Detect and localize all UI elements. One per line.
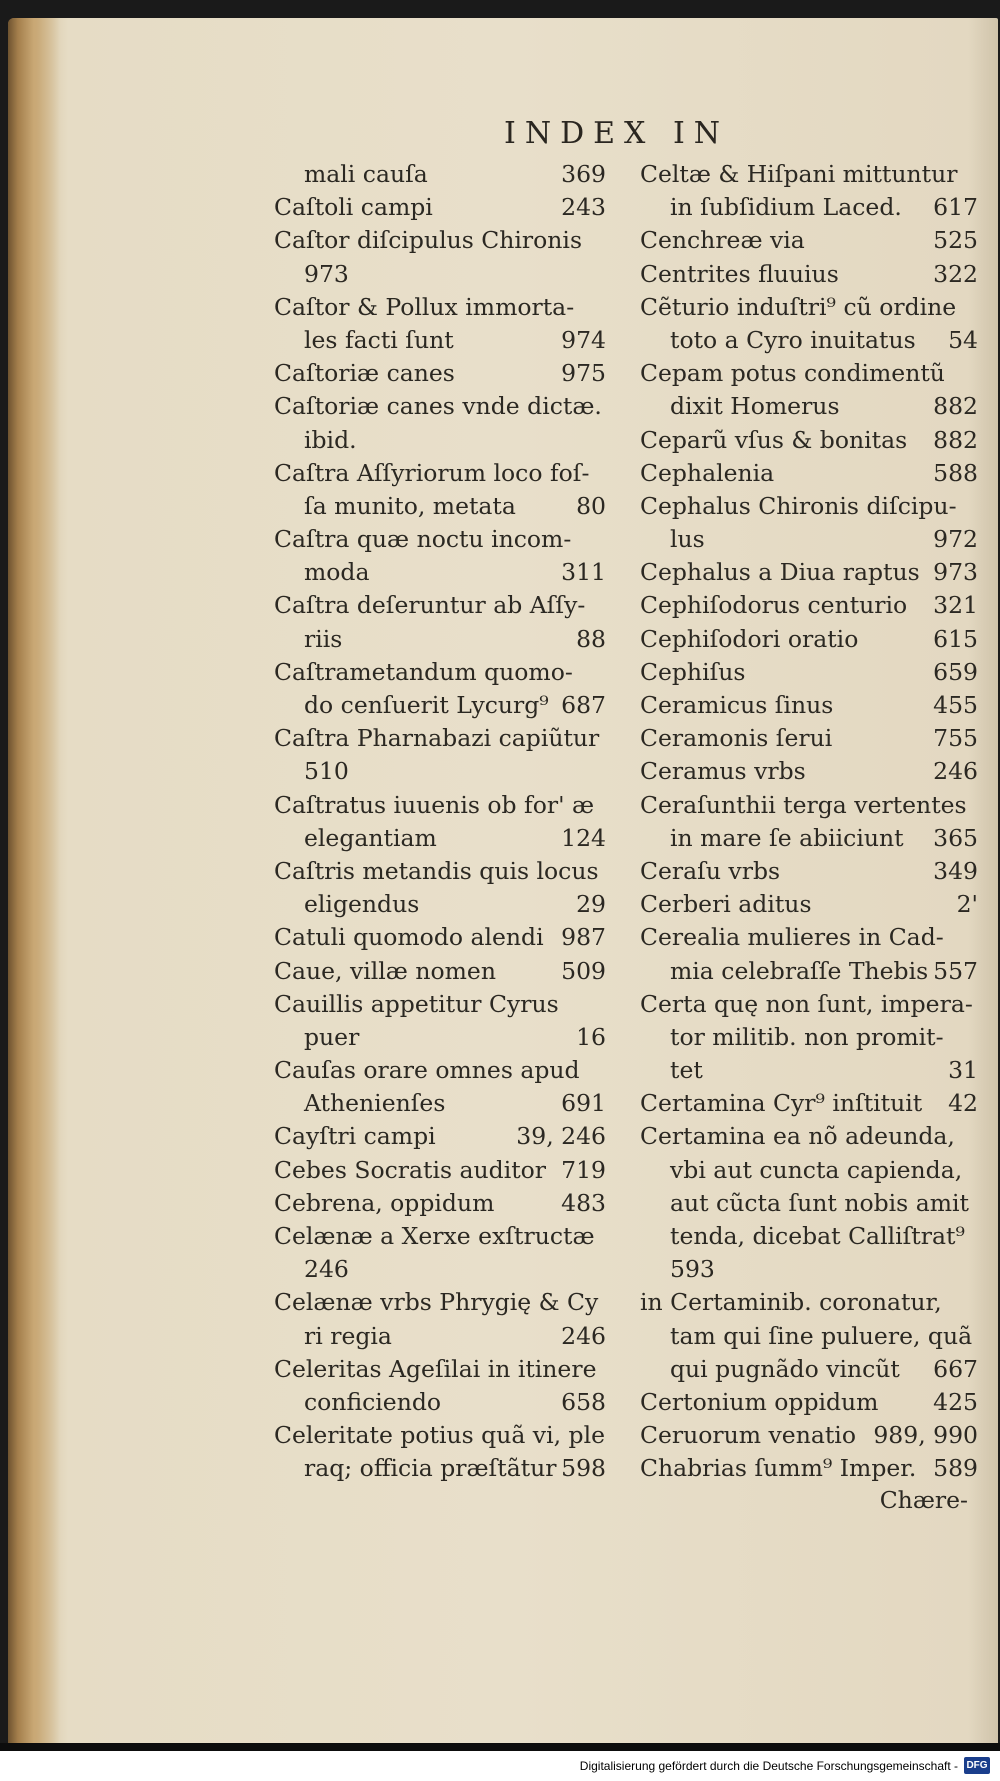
index-entry [640,490,978,523]
entry-text: Cephiſus [640,657,746,686]
entry-text: Cepam potus condimentũ [640,359,945,388]
index-entry [274,755,606,788]
index-entry [640,457,978,490]
entry-text: elegantiam [304,823,437,852]
entry-page-number: 972 [933,525,978,554]
index-entry [640,424,978,457]
entry-text: Cebrena, oppidum [274,1188,495,1217]
index-column-right [640,158,978,1486]
index-entry [640,656,978,689]
index-entry [274,1286,606,1319]
entry-text: Cephalus a Diua raptus [640,558,920,587]
entry-text: Caſtra deſeruntur ab Aſſy- [274,591,586,620]
index-entry [274,158,606,191]
entry-text: Celeritate potius quã vi, ple [274,1421,606,1450]
index-entry [274,357,606,390]
entry-text: Cephiſodori oratio [640,624,859,653]
entry-text: Celtæ & Hiſpani mittuntur [640,160,958,188]
entry-text: Cenchreæ via [640,226,805,255]
entry-text: in ſubſidium Laced. [670,193,902,222]
entry-text: Cayſtri campi [274,1122,436,1151]
entry-text: Caſtra Aſſyriorum loco foſ- [274,458,590,487]
index-entry [274,556,606,589]
entry-text: Cephiſodorus centurio [640,591,908,620]
entry-text: Ceruorum venatio [640,1421,856,1450]
entry-text: Cerealia mulieres in Cad- [640,923,944,952]
entry-text: Certamina Cyr⁹ inſtituit [640,1089,923,1118]
entry-text: les facti ſunt [304,325,454,354]
index-entry [640,1054,978,1087]
index-entry [274,1253,606,1286]
index-entry [640,523,978,556]
index-entry [640,689,978,722]
entry-text: Caſtor diſcipulus Chironis [274,226,583,255]
index-entry [274,1120,606,1153]
entry-page-number: 659 [933,657,978,686]
entry-page-number: 311 [561,558,606,587]
dfg-logo-icon: DFG [964,1757,990,1774]
index-entry [274,623,606,656]
entry-page-number: 39, 246 [516,1122,606,1151]
entry-text: Caſtoriæ canes [274,359,455,388]
entry-text: Caſtoli campi [274,193,433,222]
index-entry [274,424,606,457]
index-entry [640,855,978,888]
entry-page-number: 525 [933,226,978,255]
entry-page-number: 755 [933,724,978,753]
entry-page-number: 16 [576,1022,606,1051]
entry-text: eligendus [304,890,420,919]
entry-text: 510 [304,757,349,786]
index-entry [640,1220,978,1253]
index-entry [274,390,606,423]
index-entry [640,258,978,291]
entry-text: tenda, dicebat Calliſtrat⁹ [670,1222,965,1250]
entry-page-number: 598 [561,1454,606,1483]
entry-text: conficiendo [304,1387,442,1416]
index-entry [640,556,978,589]
catchword: Chære- [879,1486,968,1514]
index-entry [274,888,606,921]
entry-page-number: 973 [933,558,978,587]
entry-text: Centrites fluuius [640,259,839,288]
entry-page-number: 54 [948,325,978,354]
entry-page-number: 987 [561,923,606,952]
index-entry [640,1187,978,1220]
index-entry [274,722,606,755]
entry-page-number: 88 [576,624,606,653]
entry-page-number: 2' [956,890,978,919]
index-entry [274,258,606,291]
index-entry [274,1452,606,1485]
index-entry [640,1386,978,1419]
index-entry [640,191,978,224]
entry-text: 246 [304,1255,349,1284]
index-entry [274,291,606,324]
entry-text: in Certaminib. coronatur, [640,1288,942,1317]
entry-text: Caſtratus iuuenis ob for' æ [274,790,595,819]
entry-text: Ceparũ vſus & bonitas [640,425,908,454]
index-entry [640,224,978,257]
entry-text: Ceramicus ſinus [640,691,834,719]
entry-page-number: 691 [561,1089,606,1118]
index-entry [640,1021,978,1054]
entry-page-number: 349 [933,856,978,885]
index-entry [274,822,606,855]
index-entry [274,855,606,888]
index-entry [640,589,978,622]
index-entry [640,1353,978,1386]
index-entry [274,1220,606,1253]
entry-text: raq; officia præſtãtur [304,1454,557,1483]
index-entry [274,1087,606,1120]
index-entry [640,324,978,357]
entry-page-number: 246 [933,757,978,786]
index-entry [640,357,978,390]
index-entry [274,1386,606,1419]
entry-page-number: 557 [933,956,978,985]
entry-text: qui pugnãdo vincũt [670,1354,900,1383]
entry-text: Caſtrametandum quomo- [274,657,573,686]
entry-page-number: 29 [576,890,606,919]
index-entry [640,789,978,822]
entry-text: Ceramonis ſerui [640,724,833,753]
index-entry [640,1419,978,1452]
entry-text: Catuli quomodo alendi [274,923,544,952]
index-entry [274,656,606,689]
index-entry [274,1021,606,1054]
entry-page-number: 322 [933,259,978,288]
entry-page-number: 882 [933,425,978,454]
index-entry [640,722,978,755]
entry-text: Certamina ea nõ adeunda, [640,1122,955,1151]
entry-page-number: 882 [933,392,978,421]
entry-page-number: 509 [561,956,606,985]
entry-text: mali cauſa [304,160,428,188]
index-entry [640,822,978,855]
entry-text: vbi aut cuncta capienda, [670,1155,963,1184]
index-entry [640,291,978,324]
entry-text: moda [304,558,370,587]
entry-page-number: 369 [561,160,606,188]
entry-text: ibid. [304,425,357,454]
entry-page-number: 365 [933,823,978,852]
entry-text: Certa quę non ſunt, impera- [640,989,973,1018]
entry-text: Athenienſes [304,1089,446,1118]
entry-text: Caſtoriæ canes vnde dictæ. [274,392,602,421]
index-entry [640,1120,978,1153]
entry-text: Cephalenia [640,458,775,487]
index-entry [274,789,606,822]
running-header: INDEX IN [504,116,730,151]
entry-text: Caue, villæ nomen [274,956,496,985]
index-entry [274,589,606,622]
entry-page-number: 455 [933,691,978,719]
entry-text: tam qui ſine puluere, quã [670,1321,973,1350]
index-entry [274,324,606,357]
entry-text: dixit Homerus [670,392,840,421]
entry-text: Certonium oppidum [640,1387,879,1416]
entry-page-number: 589 [933,1454,978,1483]
index-entry [640,1253,978,1286]
index-entry [640,988,978,1021]
entry-page-number: 31 [948,1056,978,1085]
index-entry [640,755,978,788]
index-entry [640,158,978,191]
index-entry [274,1353,606,1386]
index-entry [274,191,606,224]
entry-text: riis [304,624,343,653]
index-entry [274,988,606,1021]
entry-text: Ceraſu vrbs [640,856,781,885]
index-entry [274,490,606,523]
entry-text: Celeritas Ageſilai in itinere [274,1354,597,1383]
entry-page-number: 617 [933,193,978,222]
index-entry [640,1154,978,1187]
entry-page-number: 687 [561,691,606,719]
entry-text: Caſtra Pharnabazi capiũtur [274,724,600,753]
entry-page-number: 124 [561,823,606,852]
book-page [8,18,998,1743]
entry-page-number: 667 [933,1354,978,1383]
scan-edge [0,1743,1000,1751]
entry-page-number: 974 [561,325,606,354]
entry-text: lus [670,525,705,554]
entry-text: Cephalus Chironis diſcipu- [640,491,957,520]
index-column-left [274,158,606,1486]
entry-text: puer [304,1022,360,1051]
entry-text: Ceraſunthii terga vertentes [640,790,967,819]
index-entry [274,457,606,490]
index-entry [274,1419,606,1452]
entry-text: do cenſuerit Lycurg⁹ [304,691,549,719]
entry-text: Celænæ a Xerxe exſtructæ [274,1222,595,1250]
entry-text: Cerberi aditus [640,890,812,919]
index-entry [274,689,606,722]
entry-page-number: 483 [561,1188,606,1217]
index-entry [274,1187,606,1220]
entry-text: Cebes Socratis auditor [274,1155,547,1184]
entry-page-number: 658 [561,1387,606,1416]
index-entry [640,955,978,988]
entry-page-number: 321 [933,591,978,620]
entry-page-number: 615 [933,624,978,653]
entry-text: Caſtra quæ noctu incom- [274,525,572,554]
index-entry [274,523,606,556]
index-entry [274,955,606,988]
entry-text: 593 [670,1255,715,1284]
entry-text: aut cũcta ſunt nobis amit [670,1188,969,1217]
entry-text: Celænæ vrbs Phrygię & Cy [274,1288,599,1317]
index-entry [640,623,978,656]
entry-text: Chabrias ſumm⁹ Imper. [640,1454,917,1483]
index-entry [640,1286,978,1319]
entry-page-number: 80 [576,491,606,520]
footer-bar [0,1751,1000,1781]
entry-page-number: 425 [933,1387,978,1416]
entry-page-number: 42 [948,1089,978,1118]
entry-text: Cauſas orare omnes apud [274,1056,580,1085]
entry-text: Cẽturio induſtri⁹ cũ ordine [640,292,957,321]
index-entry [640,1320,978,1353]
index-entry [274,921,606,954]
entry-text: tor militib. non promit- [670,1022,944,1051]
footer-credit: Digitalisierung gefördert durch die Deutsche Forschungsgemeinschaft - [579,1759,958,1773]
index-entry [640,390,978,423]
entry-text: ſa munito, metata [304,491,516,520]
index-entry [640,1452,978,1485]
entry-page-number: 989, 990 [873,1421,978,1450]
entry-page-number: 719 [561,1155,606,1184]
entry-page-number: 975 [561,359,606,388]
index-entry [274,1054,606,1087]
index-entry [640,1087,978,1120]
entry-page-number: 243 [561,193,606,222]
index-entry [274,1320,606,1353]
entry-text: Ceramus vrbs [640,757,806,786]
entry-text: ri regia [304,1321,392,1350]
entry-text: 973 [304,259,349,288]
entry-text: tet [670,1056,703,1085]
entry-page-number: 246 [561,1321,606,1350]
entry-text: mia celebraſſe Thebis [670,956,929,985]
index-entry [274,224,606,257]
entry-text: Caſtor & Pollux immorta- [274,292,575,321]
index-entry [274,1154,606,1187]
entry-text: toto a Cyro inuitatus [670,325,916,354]
index-entry [640,888,978,921]
entry-page-number: 588 [933,458,978,487]
entry-text: Caſtris metandis quis locus [274,856,599,885]
index-entry [640,921,978,954]
entry-text: in mare ſe abiiciunt [670,823,904,852]
entry-text: Cauillis appetitur Cyrus [274,989,559,1018]
